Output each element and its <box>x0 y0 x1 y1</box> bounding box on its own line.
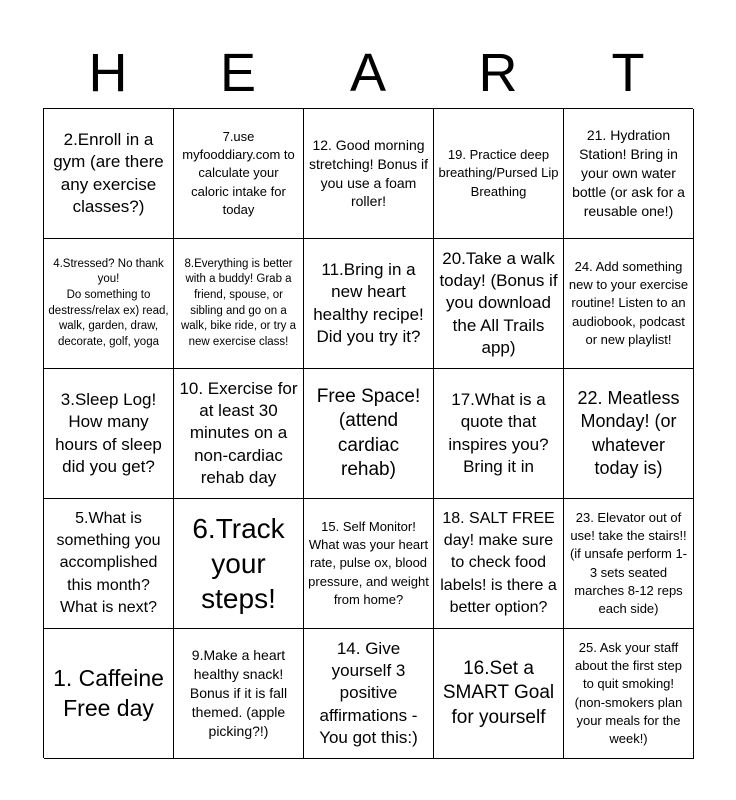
bingo-cell[interactable]: 25. Ask your staff about the first step to quit smoking! (non-smokers plan your meals for the week!) <box>564 629 694 759</box>
bingo-cell[interactable]: 10. Exercise for at least 30 minutes on a non-cardiac rehab day <box>174 369 304 499</box>
bingo-cell[interactable]: 17.What is a quote that inspires you? Bring it in <box>434 369 564 499</box>
bingo-cell[interactable]: 9.Make a heart healthy snack! Bonus if it is fall themed. (apple picking?!) <box>174 629 304 759</box>
header-letter-h: H <box>88 43 128 103</box>
bingo-cell[interactable]: 1. Caffeine Free day <box>44 629 174 759</box>
header-letter-a: A <box>349 43 387 103</box>
bingo-cell[interactable]: 11.Bring in a new heart healthy recipe! Did you try it? <box>304 239 434 369</box>
bingo-cell[interactable]: 22. Meatless Monday! (or whatever today is) <box>564 369 694 499</box>
bingo-grid <box>43 108 693 758</box>
bingo-cell[interactable]: 24. Add something new to your exercise routine! Listen to an audiobook, podcast or new playlist! <box>564 239 694 369</box>
header-letter-e: E <box>219 43 257 103</box>
bingo-cell[interactable]: Free Space! (attend cardiac rehab) <box>304 369 434 499</box>
bingo-cell[interactable]: 4.Stressed? No thank you! Do something to destress/relax ex) read, walk, garden, draw, decorate, golf, yoga <box>44 239 174 369</box>
bingo-cell[interactable]: 16.Set a SMART Goal for yourself <box>434 629 564 759</box>
bingo-cell[interactable]: 7.use myfooddiary.com to calculate your caloric intake for today <box>174 109 304 239</box>
bingo-cell[interactable]: 15. Self Monitor! What was your heart rate, pulse ox, blood pressure, and weight from home? <box>304 499 434 629</box>
bingo-cell[interactable]: 23. Elevator out of use! take the stairs!! (if unsafe perform 1-3 sets seated marches 8-12 reps each side) <box>564 499 694 629</box>
bingo-cell[interactable]: 3.Sleep Log! How many hours of sleep did you get? <box>44 369 174 499</box>
bingo-cell[interactable]: 2.Enroll in a gym (are there any exercise classes?) <box>44 109 174 239</box>
bingo-cell[interactable]: 12. Good morning stretching! Bonus if you use a foam roller! <box>304 109 434 239</box>
bingo-cell[interactable]: 19. Practice deep breathing/Pursed Lip Breathing <box>434 109 564 239</box>
bingo-cell[interactable]: 5.What is something you accomplished this month? What is next? <box>44 499 174 629</box>
bingo-header <box>43 38 693 108</box>
header-letter-t: T <box>611 43 645 103</box>
bingo-cell[interactable]: 14. Give yourself 3 positive affirmations -You got this:) <box>304 629 434 759</box>
bingo-cell[interactable]: 21. Hydration Station! Bring in your own water bottle (or ask for a reusable one!) <box>564 109 694 239</box>
bingo-cell[interactable]: 6.Track your steps! <box>174 499 304 629</box>
bingo-cell[interactable]: 18. SALT FREE day! make sure to check food labels! is there a better option? <box>434 499 564 629</box>
header-letter-r: R <box>478 43 518 103</box>
bingo-cell[interactable]: 8.Everything is better with a buddy! Grab a friend, spouse, or sibling and go on a walk, bike ride, or try a new exercise class! <box>174 239 304 369</box>
bingo-cell[interactable]: 20.Take a walk today! (Bonus if you download the All Trails app) <box>434 239 564 369</box>
